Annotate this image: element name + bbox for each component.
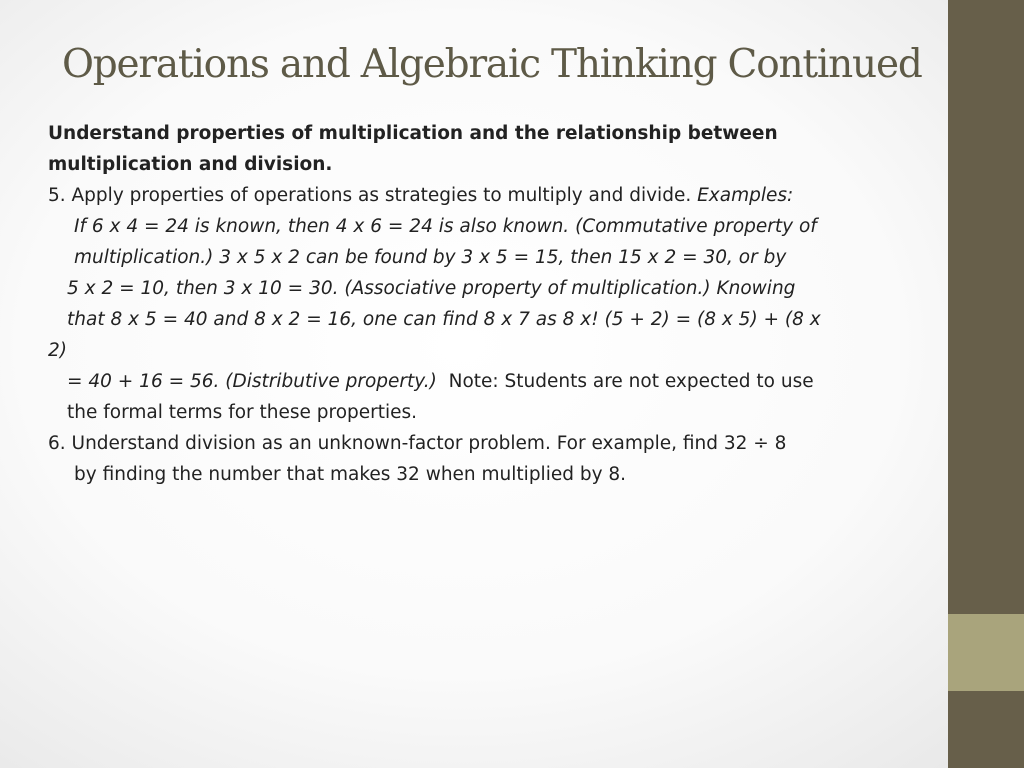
examples-label: Examples: — [697, 185, 794, 206]
slide-body — [48, 118, 933, 490]
distributive-example: = 40 + 16 = 56. (Distributive property.) — [67, 371, 437, 392]
item-5-line-5: that 8 x 5 = 40 and 8 x 2 = 16, one can find 8 x 7 as 8 x! (5 + 2) = (8 x 5) + (8 x — [67, 309, 821, 330]
item-6-line-2: by finding the number that makes 32 when multiplied by 8. — [74, 464, 627, 485]
decorative-side-accent — [948, 614, 1024, 691]
item-6-line-1: 6. Understand division as an unknown-factor problem. For example, find 32 ÷ 8 — [48, 433, 787, 454]
item-5-line-1 — [48, 180, 933, 211]
slide-title: Operations and Algebraic Thinking Continued — [62, 42, 922, 87]
note-text: Note: Students are not expected to use — [436, 371, 814, 392]
item-5-line-2: If 6 x 4 = 24 is known, then 4 x 6 = 24 is also known. (Commutative property of — [74, 216, 817, 237]
item-5-line-6: 2) — [48, 340, 67, 361]
item-5-line-7 — [48, 366, 933, 397]
item-5-line-8: the formal terms for these properties. — [67, 402, 418, 423]
item-5-line-4: 5 x 2 = 10, then 3 x 10 = 30. (Associative property of multiplication.) Knowing — [67, 278, 796, 299]
heading-line-1: Understand properties of multiplication and the relationship between — [48, 123, 778, 144]
item-5-lead: 5. Apply properties of operations as strategies to multiply and divide. — [48, 185, 698, 206]
item-5-line-3: multiplication.) 3 x 5 x 2 can be found by 3 x 5 = 15, then 15 x 2 = 30, or by — [74, 247, 787, 268]
heading-line-2: multiplication and division. — [48, 154, 333, 175]
